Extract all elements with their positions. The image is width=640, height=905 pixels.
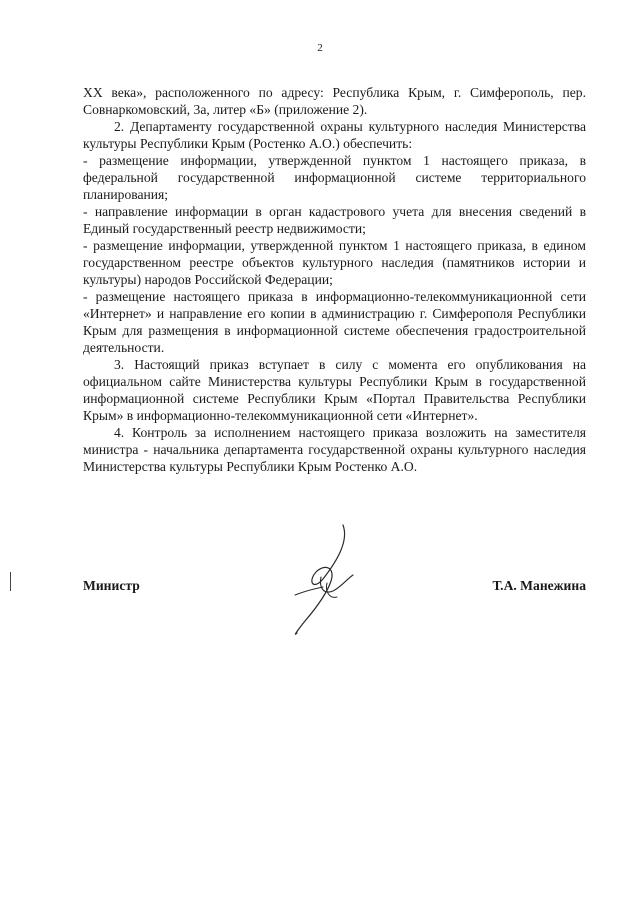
signer-name: Т.А. Манежина (492, 578, 586, 593)
bullet-heritage-registry: - размещение информации, утвержденной пунктом 1 настоящего приказа, в едином государственном реестре объектов культурного наследия (памятников истории и культуры) народов Российской Федерации; (83, 238, 586, 287)
signer-title: Министр (83, 578, 140, 593)
handwritten-signature (283, 521, 365, 639)
bullet-internet-publication: - размещение настоящего приказа в информационно-телекоммуникационной сети «Интернет» и направление его копии в администрацию г. Симферополя Республики Крым для размещения в информационной системе обеспечения градостроительной деятельности. (83, 289, 586, 355)
paragraph-item-2: 2. Департаменту государственной охраны культурного наследия Министерства культуры Республики Крым (Ростенко А.О.) обеспечить: (83, 119, 586, 151)
bullet-fgis-tp: - размещение информации, утвержденной пунктом 1 настоящего приказа, в федеральной государственной информационной системе территориального планирования; (83, 153, 586, 202)
paragraph-address-continuation: XX века», расположенного по адресу: Республика Крым, г. Симферополь, пер. Совнаркомовский, 3а, литер «Б» (приложение 2). (83, 85, 586, 117)
page-number: 2 (317, 42, 323, 54)
margin-mark (10, 572, 11, 591)
paragraph-item-4: 4. Контроль за исполнением настоящего приказа возложить на заместителя министра - начальника департамента государственной охраны культурного наследия Министерства культуры Республики Крым Ростенко А.О. (83, 425, 586, 474)
bullet-cadastre: - направление информации в орган кадастрового учета для внесения сведений в Единый государственный реестр недвижимости; (83, 204, 586, 236)
document-body (83, 84, 586, 475)
paragraph-item-3: 3. Настоящий приказ вступает в силу с момента его опубликования на официальном сайте Министерства культуры Республики Крым в государственной информационной системе Республики Крым «Портал Правительства Республики Крым» в информационно-телекоммуникационной сети «Интернет». (83, 357, 586, 423)
